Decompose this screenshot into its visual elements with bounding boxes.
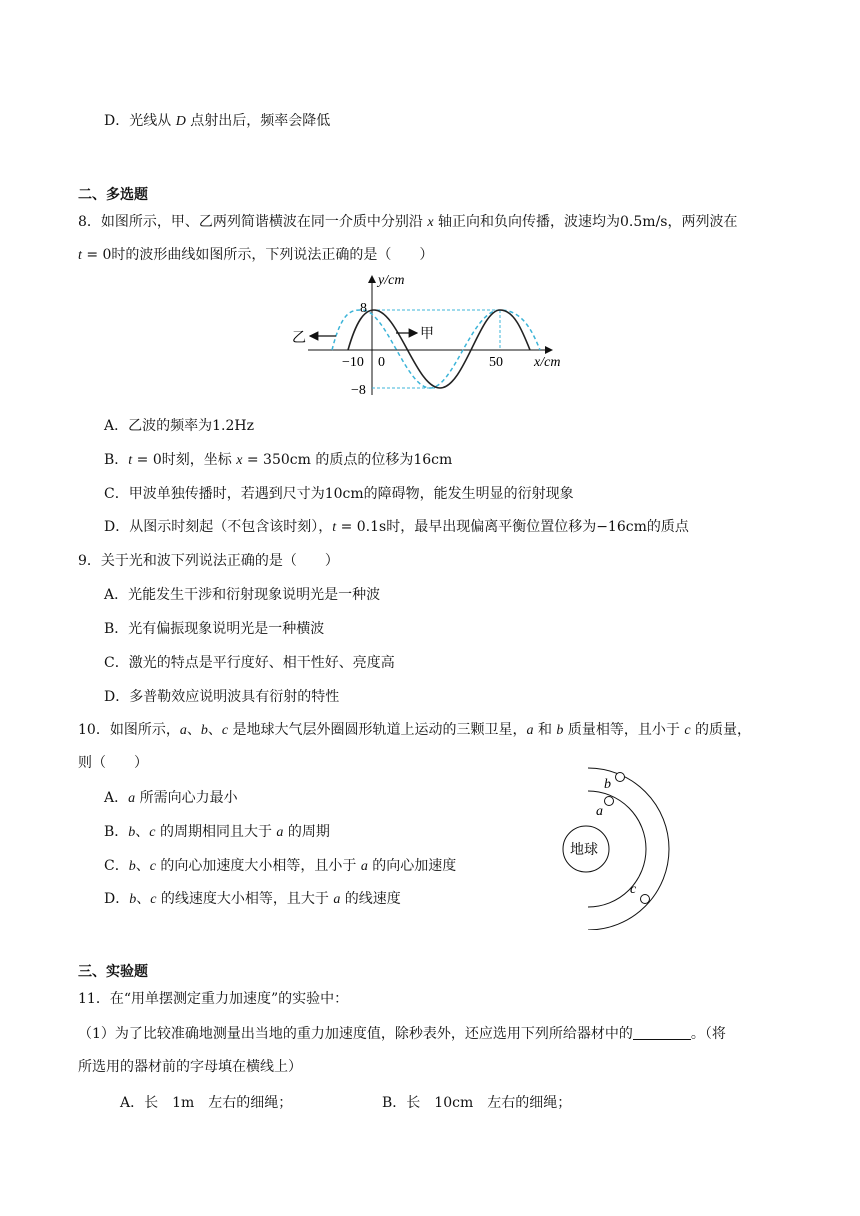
q10-option-c bbox=[104, 856, 456, 877]
tick-label-minus-8: −8 bbox=[351, 383, 366, 398]
q9-option-a: A．光能发生干涉和衍射现象说明光是一种波 bbox=[104, 587, 381, 603]
text: 的线速度 bbox=[340, 891, 401, 907]
text: 、 bbox=[207, 722, 222, 738]
text: 的向心加速度大小相等，且小于 bbox=[155, 858, 361, 874]
q8-option-d bbox=[104, 517, 689, 538]
text: B． bbox=[104, 824, 129, 840]
var: t bbox=[332, 520, 337, 535]
var: b bbox=[128, 825, 136, 840]
satellite-b bbox=[616, 773, 625, 782]
earth-label: 地球 bbox=[570, 843, 598, 858]
var: c bbox=[149, 859, 156, 874]
text: = 0.1s时，最早出现偏离平衡位置位移为−16cm的质点 bbox=[336, 519, 689, 535]
q8-option-b bbox=[104, 450, 452, 471]
var: c bbox=[221, 723, 229, 738]
q8-stem-line2 bbox=[78, 245, 433, 266]
text: = 0时刻，坐标 bbox=[132, 452, 237, 468]
label-c: c bbox=[630, 882, 637, 897]
label-a: a bbox=[596, 804, 603, 819]
label-yi: 乙 bbox=[292, 331, 306, 346]
q10-option-b bbox=[104, 822, 330, 843]
var: a bbox=[179, 723, 187, 738]
var: b bbox=[128, 859, 136, 874]
text: = 0时的波形曲线如图所示，下列说法正确的是（ ） bbox=[81, 247, 434, 263]
var: x bbox=[236, 453, 243, 468]
tick-label-minus-10: −10 bbox=[342, 355, 364, 370]
text: 的质量， bbox=[690, 722, 751, 738]
var: D bbox=[175, 114, 186, 129]
satellite-c bbox=[641, 895, 650, 904]
tick-label-0: 0 bbox=[378, 355, 385, 370]
tick-label-8: 8 bbox=[360, 301, 367, 316]
text: 、 bbox=[186, 722, 201, 738]
var: c bbox=[150, 892, 157, 907]
var: t bbox=[78, 248, 82, 263]
text: = 350cm 的质点的位移为16cm bbox=[242, 452, 453, 468]
q9-option-b: B．光有偏振现象说明光是一种横波 bbox=[104, 621, 325, 637]
answer-blank[interactable] bbox=[633, 1025, 691, 1040]
var: b bbox=[129, 892, 137, 907]
q11-sub1-line1 bbox=[78, 1024, 726, 1044]
text: B． bbox=[104, 452, 129, 468]
var: b bbox=[556, 723, 564, 738]
section-title-experiment: 三、实验题 bbox=[78, 964, 148, 980]
var: a bbox=[333, 892, 341, 907]
text: 和 bbox=[533, 722, 557, 738]
satellite-a bbox=[605, 797, 614, 806]
text: D．光线从 bbox=[104, 113, 176, 129]
q10-orbit-figure bbox=[550, 765, 680, 930]
var: a bbox=[276, 825, 284, 840]
q10-option-d bbox=[104, 889, 401, 910]
wave-jia bbox=[348, 310, 530, 388]
q10-option-a bbox=[104, 788, 238, 809]
q9-option-c: C．激光的特点是平行度好、相干性好、亮度高 bbox=[104, 655, 395, 671]
q8-option-c: C．甲波单独传播时，若遇到尺寸为10cm的障碍物，能发生明显的衍射现象 bbox=[104, 486, 574, 502]
var: c bbox=[149, 825, 156, 840]
var: c bbox=[684, 723, 691, 738]
q8-wave-figure bbox=[290, 270, 580, 405]
q11-option-a: A．长 1m 左右的细绳； bbox=[120, 1095, 293, 1111]
text: 所需向心力最小 bbox=[135, 790, 238, 806]
q10-stem-line1 bbox=[78, 720, 751, 741]
text: 、 bbox=[135, 858, 150, 874]
q11-stem: 11．在“用单摆测定重力加速度”的实验中： bbox=[78, 991, 349, 1007]
text: C． bbox=[104, 858, 129, 874]
q9-stem: 9．关于光和波下列说法正确的是（ ） bbox=[78, 553, 339, 569]
text: 。（将 bbox=[690, 1026, 726, 1042]
var: b bbox=[200, 723, 208, 738]
x-axis-label: x/cm bbox=[534, 355, 561, 370]
q10-stem-line2: 则（ ） bbox=[78, 755, 148, 771]
text: 、 bbox=[136, 891, 151, 907]
q11-sub1-line2: 所选用的器材前的字母填在横线上） bbox=[78, 1059, 302, 1075]
text: （1）为了比较准确地测量出当地的重力加速度值，除秒表外，还应选用下列所给器材中的 bbox=[78, 1026, 633, 1042]
text: 的线速度大小相等，且大于 bbox=[156, 891, 334, 907]
text: A． bbox=[104, 790, 129, 806]
var: a bbox=[360, 859, 368, 874]
q8-stem-line1 bbox=[78, 212, 737, 233]
text: 点射出后，频率会降低 bbox=[185, 113, 331, 129]
var: a bbox=[128, 791, 136, 806]
wave-yi bbox=[332, 310, 540, 388]
text: 轴正向和负向传播，波速均为0.5m/s，两列波在 bbox=[433, 214, 738, 230]
y-axis-label: y/cm bbox=[378, 273, 405, 288]
text: 、 bbox=[135, 824, 150, 840]
text: 是地球大气层外圈圆形轨道上运动的三颗卫星， bbox=[228, 722, 527, 738]
text: D．从图示时刻起（不包含该时刻）， bbox=[104, 519, 333, 535]
section-title-multi-choice: 二、多选题 bbox=[78, 187, 148, 203]
label-b: b bbox=[604, 777, 611, 792]
var: x bbox=[427, 215, 434, 230]
tick-label-50: 50 bbox=[489, 355, 503, 370]
q8-option-a: A．乙波的频率为1.2Hz bbox=[104, 418, 254, 434]
text: 10．如图所示， bbox=[78, 722, 180, 738]
text: 的周期 bbox=[283, 824, 330, 840]
q11-option-b: B．长 10cm 左右的细绳； bbox=[382, 1095, 572, 1111]
text: 的向心加速度 bbox=[367, 858, 457, 874]
label-jia: 甲 bbox=[420, 327, 434, 342]
var: t bbox=[128, 453, 133, 468]
var: a bbox=[526, 723, 534, 738]
text: 的周期相同且大于 bbox=[155, 824, 277, 840]
q7-option-d bbox=[104, 111, 330, 132]
text: D． bbox=[104, 891, 130, 907]
text: 质量相等，且小于 bbox=[563, 722, 685, 738]
q9-option-d: D．多普勒效应说明波具有衍射的特性 bbox=[104, 689, 340, 705]
text: 8．如图所示，甲、乙两列简谐横波在同一介质中分别沿 bbox=[78, 214, 428, 230]
